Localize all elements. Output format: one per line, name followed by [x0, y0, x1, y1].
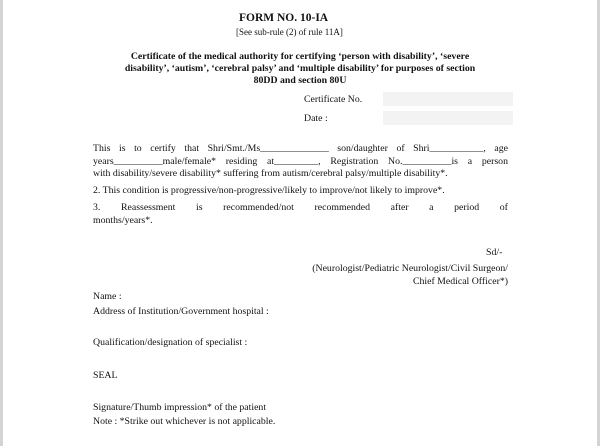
word: age	[494, 143, 508, 154]
word: Reassessment	[120, 202, 176, 213]
word: Shri/Smt./Ms______________	[207, 143, 329, 154]
word: son/daughter	[337, 143, 388, 154]
footnote: Note : *Strike out whichever is not applicable.	[93, 416, 276, 427]
form-title: FORM NO. 10-IA	[239, 12, 329, 24]
authority-line-2: Chief Medical Officer*)	[412, 276, 508, 287]
word: to	[134, 143, 142, 154]
authority-line-1: (Neurologist/Pediatric Neurologist/Civil Surgeon/	[312, 263, 508, 274]
word: certify	[150, 143, 176, 154]
word: is	[196, 202, 203, 213]
date-label: Date :	[304, 113, 328, 124]
qualification-label: Qualification/designation of specialist :	[93, 337, 248, 348]
address-label: Address of Institution/Government hospital :	[93, 306, 269, 317]
certify-line-3: with disability/severe disability* suffering from autism/cerebral palsy/multiple disability*.	[93, 168, 448, 179]
word: 3.	[93, 202, 101, 213]
word: recommended/not	[223, 202, 294, 213]
certificate-heading-line-1: Certificate of the medical authority for certifying ‘person with disability’, ‘severe	[130, 51, 470, 62]
reassessment-period: months/years*.	[93, 215, 153, 226]
reassessment-line	[93, 203, 508, 213]
certificate-no-label: Certificate No.	[304, 94, 363, 105]
certify-line-1	[93, 144, 508, 154]
word: of	[499, 202, 508, 213]
word: at_________,	[267, 156, 321, 167]
authority-designation	[312, 262, 508, 288]
certificate-heading-line-2: disability’, ‘autism’, ‘cerebral palsy’ and ‘multiple disability’ for purposes of section	[124, 63, 476, 74]
signed-mark: Sd/-	[486, 247, 503, 258]
date-field[interactable]	[383, 111, 513, 125]
condition-statement: 2. This condition is progressive/non-progressive/likely to improve/not likely to improve*.	[93, 185, 445, 196]
word: period	[454, 202, 480, 213]
word: recommended	[314, 202, 370, 213]
word: is	[118, 143, 126, 154]
word: that	[184, 143, 200, 154]
word: after	[390, 202, 409, 213]
seal-label: SEAL	[93, 370, 118, 381]
word: No.__________is	[388, 156, 458, 167]
word: a	[467, 156, 473, 167]
word: a	[429, 202, 434, 213]
word: person	[481, 156, 508, 167]
word: This	[93, 143, 111, 154]
patient-signature-label: Signature/Thumb impression* of the patient	[93, 402, 267, 413]
word: of	[396, 143, 405, 154]
word: Registration	[330, 156, 379, 167]
certificate-no-field[interactable]	[383, 92, 513, 106]
word: years__________male/female*	[93, 156, 216, 167]
name-label: Name :	[93, 291, 122, 302]
certify-line-2	[93, 157, 508, 167]
form-subtitle: [See sub-rule (2) of rule 11A]	[236, 27, 343, 37]
certificate-heading-line-3: 80DD and section 80U	[253, 75, 347, 86]
word: Shri___________,	[413, 143, 486, 154]
word: residing	[225, 156, 258, 167]
